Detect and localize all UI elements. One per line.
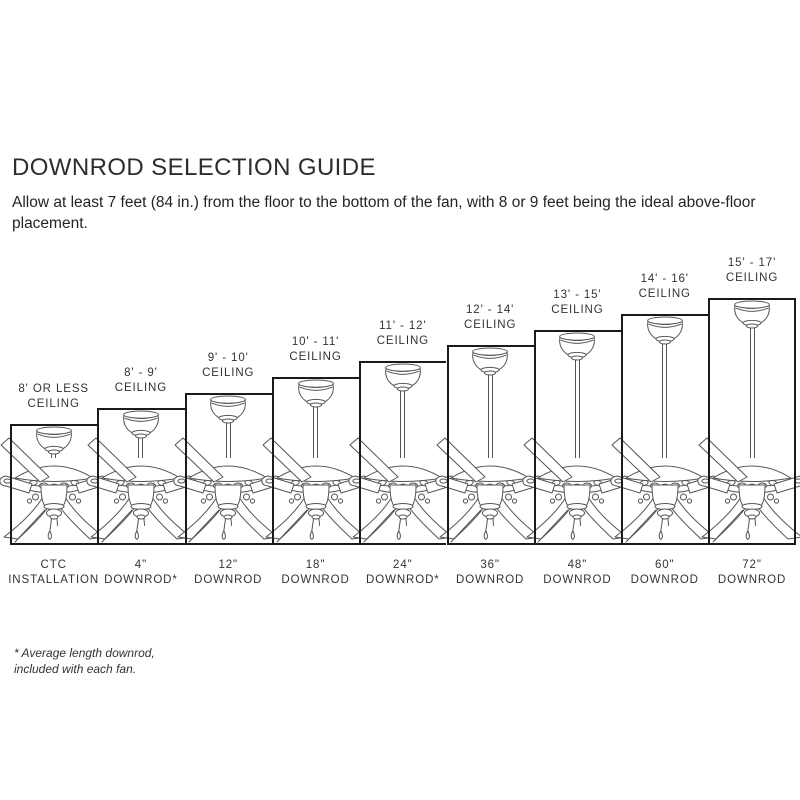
- ceiling-range: 12' - 14': [465, 304, 515, 317]
- ceiling-range: 13' - 15': [553, 288, 602, 301]
- ceiling-word: CEILING: [463, 319, 517, 332]
- ceiling-word: CEILING: [551, 303, 604, 316]
- ceiling-word: CEILING: [725, 272, 779, 284]
- downrod-word: DOWNROD: [630, 574, 699, 586]
- ceiling-range: 8' OR LESS: [18, 383, 89, 395]
- downrod-size: 12": [218, 559, 239, 571]
- downrod-size: 60": [654, 559, 675, 571]
- footnote-line-1: * Average length downrod,: [14, 646, 155, 660]
- ceiling-word: CEILING: [202, 366, 255, 379]
- downrod-size: 72": [742, 559, 762, 571]
- ceiling-range: 15' - 17': [727, 257, 777, 269]
- downrod-word: DOWNROD: [717, 574, 787, 586]
- ceiling-word: CEILING: [376, 335, 429, 347]
- downrod-word: DOWNROD: [194, 574, 263, 586]
- downrod-word: DOWNROD: [543, 574, 612, 586]
- downrod-word: DOWNROD*: [104, 574, 178, 586]
- downrod-size: 48": [567, 559, 588, 571]
- ceiling-range: 10' - 11': [291, 335, 340, 348]
- ceiling-word: CEILING: [27, 398, 80, 410]
- page-title: DOWNROD SELECTION GUIDE: [12, 154, 376, 182]
- page-subtitle: Allow at least 7 feet (84 in.) from the floor to the bottom of the fan, with 8 or 9 feet being the ideal above-floor placement.: [12, 193, 756, 232]
- downrod-word: DOWNROD*: [366, 574, 440, 586]
- downrod-size: CTC: [40, 559, 67, 571]
- ceiling-word: CEILING: [638, 287, 691, 300]
- footnote-line-2: included with each fan.: [14, 662, 137, 676]
- downrod-size: 4": [134, 559, 148, 571]
- ceiling-word: CEILING: [289, 350, 342, 363]
- ceiling-range: 8' - 9': [124, 367, 158, 380]
- downrod-size: 18": [305, 559, 326, 571]
- footnote: [14, 645, 155, 677]
- downrod-size: 24": [393, 559, 413, 571]
- ceiling-range: 11' - 12': [379, 320, 427, 332]
- downrod-size: 36": [480, 559, 500, 571]
- ceiling-range: 14' - 16': [640, 272, 689, 285]
- downrod-word: DOWNROD: [456, 574, 525, 586]
- ceiling-word: CEILING: [114, 382, 168, 395]
- downrod-size-label: [687, 558, 800, 588]
- ceiling-height-label: [687, 256, 800, 286]
- ceiling-range: 9' - 10': [207, 351, 249, 364]
- downrod-word: DOWNROD: [281, 574, 350, 586]
- downrod-word: INSTALLATION: [8, 574, 100, 586]
